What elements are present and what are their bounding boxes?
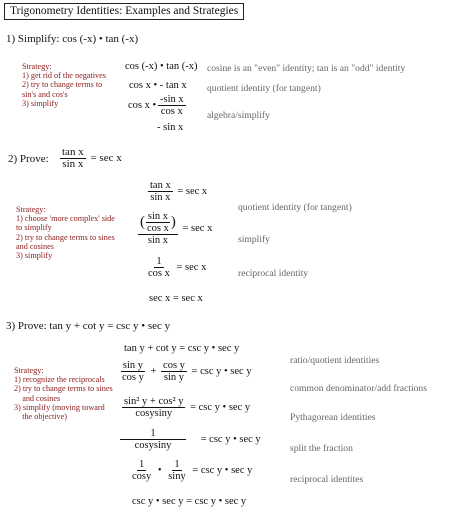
p3-step2-rhs: = csc y • sec y <box>190 401 251 413</box>
p3-step3-num: 1 <box>120 428 186 440</box>
p3-step1-a-den: cos y <box>122 372 144 383</box>
p3-step1-a-num: sin y <box>122 360 143 371</box>
p2-step-1 <box>146 180 207 203</box>
p2-den: sin x <box>62 158 84 170</box>
p2-note-2: simplify <box>238 234 270 245</box>
p3-step3-rhs: = csc y • sec y <box>200 433 261 445</box>
problem-2-statement <box>58 147 122 170</box>
p3-note-1: ratio/quotient identities <box>290 355 380 366</box>
p3-step-2 <box>120 396 250 419</box>
problem-2-strategy: Strategy: 1) choose 'more complex' side to simplify 2) try to change terms to sines and cosines 3) simplify <box>16 205 115 261</box>
p3-note-5: reciprocal identites <box>290 474 364 485</box>
p2-step-4: sec x = sec x <box>149 293 203 304</box>
p3-step2-den: cosysiny <box>135 408 173 419</box>
p3-step3-den: cosysiny <box>134 440 172 451</box>
p2-note-3: reciprocal identity <box>238 268 309 279</box>
page-title: Trigonometry Identities: Examples and Strategies <box>4 3 244 20</box>
p3-step4-b-den: siny <box>168 471 186 482</box>
p1-step-3-fraction <box>156 94 188 117</box>
p1-step-2: cos x • - tan x <box>129 80 187 91</box>
p2-step-2: ( $\frac{\text{sin x}}{\text{cos x}}$ ) sin x = sec x <box>140 211 213 246</box>
problem-2-label: 2) Prove: <box>8 153 49 165</box>
p3-step4-rhs: = csc y • sec y <box>192 464 253 476</box>
p3-step-4: $\frac{1}{\cos y}$ • $\frac{1}{\sin y}$ = csc y • sec y <box>132 459 253 482</box>
p3-note-3: Pythagorean identities <box>290 412 376 423</box>
p3-step-5: csc y • sec y = csc y • sec y <box>132 496 247 507</box>
p1-step-1: cos (-x) • tan (-x) <box>125 61 198 72</box>
problem-1-strategy: Strategy: 1) get rid of the negatives 2) try to change terms to sin's and cos's 3) simplify <box>22 62 106 108</box>
p2-note-1: quotient identity (for tangent) <box>238 202 352 213</box>
p2-step1-den: sin x <box>150 192 171 203</box>
p2-num: tan x <box>62 146 84 158</box>
p2-step3-rhs: = sec x <box>176 261 207 273</box>
p3-step1-b-num: cos y <box>163 360 185 371</box>
p3-step4-b-num: 1 <box>174 459 180 470</box>
p3-note-4: split the fraction <box>290 443 353 454</box>
p2-step2-inner-den: cos x <box>147 223 169 234</box>
p1-note-2: quotient identity (for tangent) <box>207 83 321 94</box>
p2-step3-num: 1 <box>156 256 162 267</box>
p3-step4-a-num: 1 <box>139 459 145 470</box>
p2-step2-rhs: = sec x <box>182 222 213 234</box>
p2-step-3 <box>144 256 206 279</box>
p3-step-3 <box>118 428 261 451</box>
problem-3-strategy: Strategy: 1) recognize the reciprocals 2) try to change terms to sines and cosines 3) simplify (moving toward the objective) <box>14 366 113 422</box>
problem-3-label: 3) Prove: tan y + cot y = csc y • sec y <box>6 320 171 332</box>
p3-step-0: tan y + cot y = csc y • sec y <box>124 343 240 354</box>
p2-step1-rhs: = sec x <box>177 185 208 197</box>
problem-1-label: 1) Simplify: cos (-x) • tan (-x) <box>6 33 139 45</box>
p3-step-1: $\frac{\text{sin y}}{\text{cos y}}$ + $\frac{\text{cos y}}{\text{sin y}}$ = csc y • sec y <box>122 360 252 383</box>
p3-step4-a-den: cosy <box>132 471 152 482</box>
p2-rhs: = sec x <box>90 152 122 165</box>
p2-step1-num: tan x <box>150 180 171 191</box>
p3-step1-b-den: sin y <box>163 372 185 383</box>
p1-note-3: algebra/simplify <box>207 110 270 121</box>
p3-step2-num: sin² y + cos² y <box>124 396 184 407</box>
p3-note-2: common denominator/add fractions <box>290 383 427 394</box>
p1-step-4: - sin x <box>157 122 184 133</box>
p2-step3-den: cos x <box>148 268 170 279</box>
p1-note-1: cosine is an "even" identity; tan is an "odd" identity <box>207 63 406 74</box>
p1-frac-num: -sin x <box>160 94 184 105</box>
p2-step2-den: sin x <box>147 235 168 246</box>
p1-step-3-prefix: cos x • <box>128 100 157 111</box>
p1-frac-den: cos x <box>160 106 183 117</box>
p2-step2-inner-num: sin x <box>147 211 168 222</box>
p3-step1-rhs: = csc y • sec y <box>191 365 252 377</box>
